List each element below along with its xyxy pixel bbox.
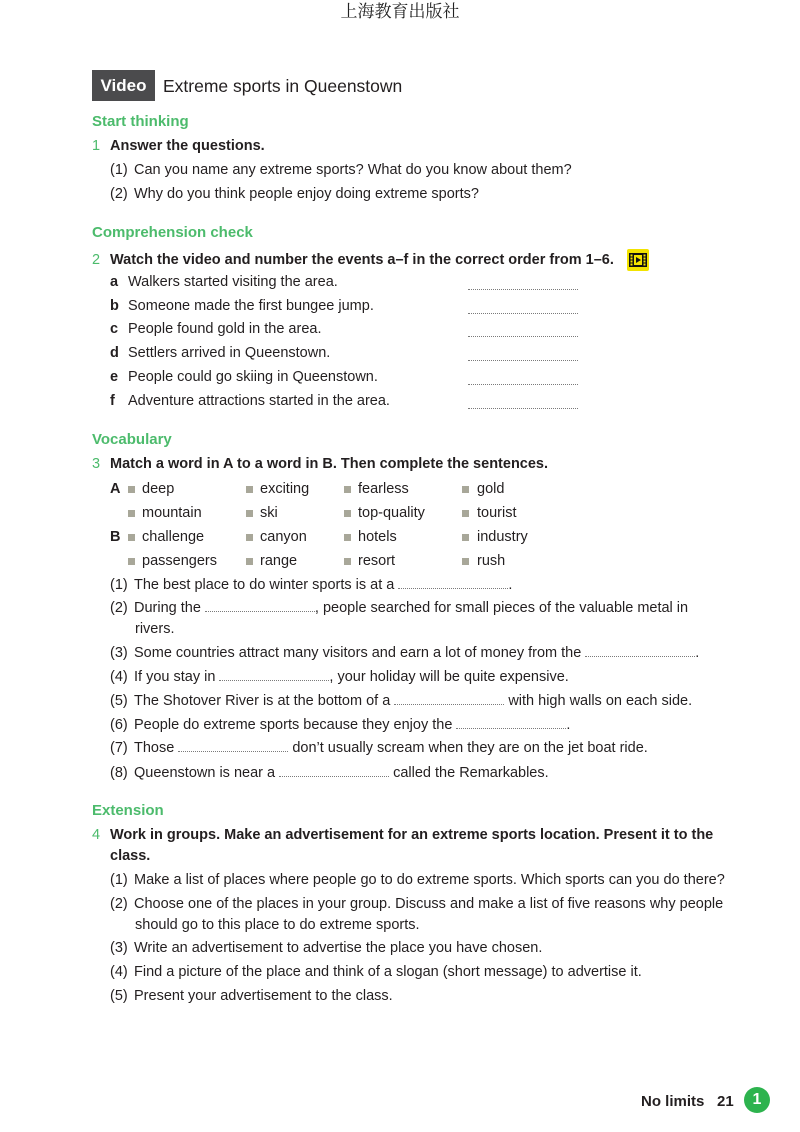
bullet-square	[128, 486, 135, 493]
vocab-word: resort	[358, 553, 396, 569]
group-a-label: A	[110, 481, 121, 497]
vocab-word: rush	[477, 553, 506, 569]
sentence-text-after: , your holiday will be quite expensive.	[329, 669, 569, 685]
section-heading-comprehension-check: Comprehension check	[92, 224, 253, 241]
step-text: Write an advertisement to advertise the place you have chosen.	[134, 940, 543, 956]
question-text: Why do you think people enjoy doing extreme sports?	[134, 186, 479, 202]
task-instruction: Watch the video and number the events a–f in the correct order from 1–6.	[110, 252, 614, 268]
bullet-square	[246, 486, 253, 493]
task-number: 1	[92, 138, 101, 154]
sentence-continuation: rivers.	[135, 621, 175, 637]
sentence-text-before: People do extreme sports because they enjoy the	[134, 717, 453, 733]
event-letter: f	[110, 393, 115, 409]
event-text: Settlers arrived in Queenstown.	[128, 345, 331, 361]
task-number: 2	[92, 252, 101, 268]
question-number: (1)	[110, 162, 128, 178]
task-instruction: Work in groups. Make an advertisement for an extreme sports location. Present it to the	[110, 827, 714, 843]
vocab-word: tourist	[477, 505, 517, 521]
answer-blank	[456, 717, 566, 729]
vocab-word: hotels	[358, 529, 397, 545]
sentence-number: (7)	[110, 740, 128, 756]
bullet-square	[462, 558, 469, 565]
answer-blank	[219, 669, 329, 681]
step-number: (5)	[110, 988, 128, 1004]
sentence-text-after: called the Remarkables.	[389, 765, 549, 781]
bullet-square	[344, 534, 351, 541]
question-text: Can you name any extreme sports? What do you know about them?	[134, 162, 572, 178]
answer-blank	[279, 765, 389, 777]
sentence-number: (1)	[110, 577, 128, 593]
step-number: (2)	[110, 896, 128, 912]
bullet-square	[128, 534, 135, 541]
vocab-word: gold	[477, 481, 505, 497]
vocab-word: exciting	[260, 481, 310, 497]
vocab-word: range	[260, 553, 298, 569]
event-letter: d	[110, 345, 119, 361]
step-number: (3)	[110, 940, 128, 956]
event-text: Adventure attractions started in the area.	[128, 393, 390, 409]
sentence-number: (4)	[110, 669, 128, 685]
step-text: Choose one of the places in your group. Discuss and make a list of five reasons why people	[134, 896, 724, 912]
sentence	[134, 716, 570, 734]
event-text: Walkers started visiting the area.	[128, 274, 338, 290]
sentence-text-before: If you stay in	[134, 669, 216, 685]
vocab-word: top-quality	[358, 505, 425, 521]
answer-line	[468, 289, 578, 290]
event-letter: e	[110, 369, 119, 385]
task-instruction: Match a word in A to a word in B. Then complete the sentences.	[110, 456, 549, 472]
task-number: 4	[92, 827, 101, 843]
sentence-number: (8)	[110, 765, 128, 781]
sentence	[134, 576, 512, 594]
event-letter: c	[110, 321, 119, 337]
video-title: Extreme sports in Queenstown	[163, 76, 403, 96]
sentence-number: (2)	[110, 600, 128, 616]
sentence-text-before: The best place to do winter sports is at a	[134, 577, 395, 593]
vocab-word: passengers	[142, 553, 217, 569]
step-number: (4)	[110, 964, 128, 980]
sentence-text-after: .	[508, 577, 513, 593]
section-heading-extension: Extension	[92, 802, 164, 819]
group-b-label: B	[110, 529, 121, 545]
answer-line	[468, 313, 578, 314]
sentence	[134, 692, 692, 710]
sentence-text-after: .	[566, 717, 571, 733]
vocab-word: canyon	[260, 529, 307, 545]
sentence-text-after: , people searched for small pieces of the valuable metal in	[314, 600, 689, 616]
sentence-text-before: Some countries attract many visitors and earn a lot of money from the	[134, 645, 582, 661]
answer-line	[468, 384, 578, 385]
answer-blank	[178, 740, 288, 752]
sentence	[134, 764, 549, 782]
section-heading-start-thinking: Start thinking	[92, 113, 189, 130]
step-text: Find a picture of the place and think of a slogan (short message) to advertise it.	[134, 964, 642, 980]
sentence	[134, 599, 688, 617]
event-text: Someone made the first bungee jump.	[128, 298, 374, 314]
answer-line	[468, 408, 578, 409]
answer-blank	[394, 693, 504, 705]
page-number: 21	[717, 1093, 734, 1110]
sentence-text-after: don’t usually scream when they are on the jet boat ride.	[288, 740, 648, 756]
step-text: Present your advertisement to the class.	[134, 988, 393, 1004]
event-text: People could go skiing in Queenstown.	[128, 369, 378, 385]
sentence-text-before: Those	[134, 740, 175, 756]
vocab-word: fearless	[358, 481, 409, 497]
section-heading-vocabulary: Vocabulary	[92, 431, 172, 448]
sentence	[134, 644, 699, 662]
video-icon	[627, 249, 649, 271]
bullet-square	[128, 510, 135, 517]
event-letter: b	[110, 298, 119, 314]
vocab-word: ski	[260, 505, 278, 521]
bullet-square	[344, 510, 351, 517]
answer-line	[468, 336, 578, 337]
sentence-number: (5)	[110, 693, 128, 709]
vocab-word: challenge	[142, 529, 205, 545]
event-text: People found gold in the area.	[128, 321, 322, 337]
bullet-square	[462, 510, 469, 517]
task-instruction: class.	[110, 848, 151, 864]
sentence	[134, 668, 569, 686]
answer-blank	[398, 577, 508, 589]
sentence-text-after: with high walls on each side.	[504, 693, 693, 709]
sentence-number: (3)	[110, 645, 128, 661]
sentence-text-before: During the	[134, 600, 201, 616]
step-text: Make a list of places where people go to do extreme sports. Which sports can you do there?	[134, 872, 725, 888]
unit-number-badge: 1	[744, 1087, 770, 1113]
bullet-square	[462, 486, 469, 493]
answer-blank	[585, 645, 695, 657]
bullet-square	[246, 534, 253, 541]
bullet-square	[128, 558, 135, 565]
video-label-badge: Video	[92, 70, 155, 101]
sentence-text-after: .	[695, 645, 700, 661]
vocab-word: industry	[477, 529, 528, 545]
step-text: should go to this place to do extreme sports.	[135, 917, 420, 933]
event-letter: a	[110, 274, 119, 290]
sentence-text-before: Queenstown is near a	[134, 765, 276, 781]
step-number: (1)	[110, 872, 128, 888]
sentence	[134, 739, 648, 757]
book-title: No limits	[641, 1093, 705, 1110]
bullet-square	[462, 534, 469, 541]
bullet-square	[246, 510, 253, 517]
sentence-text-before: The Shotover River is at the bottom of a	[134, 693, 391, 709]
vocab-word: mountain	[142, 505, 202, 521]
bullet-square	[344, 486, 351, 493]
sentence-number: (6)	[110, 717, 128, 733]
answer-blank	[205, 600, 315, 612]
vocab-word: deep	[142, 481, 175, 497]
task-instruction: Answer the questions.	[110, 138, 265, 154]
bullet-square	[246, 558, 253, 565]
task-number: 3	[92, 456, 101, 472]
bullet-square	[344, 558, 351, 565]
question-number: (2)	[110, 186, 128, 202]
answer-line	[468, 360, 578, 361]
publisher-header: 上海教育出版社	[340, 2, 460, 22]
